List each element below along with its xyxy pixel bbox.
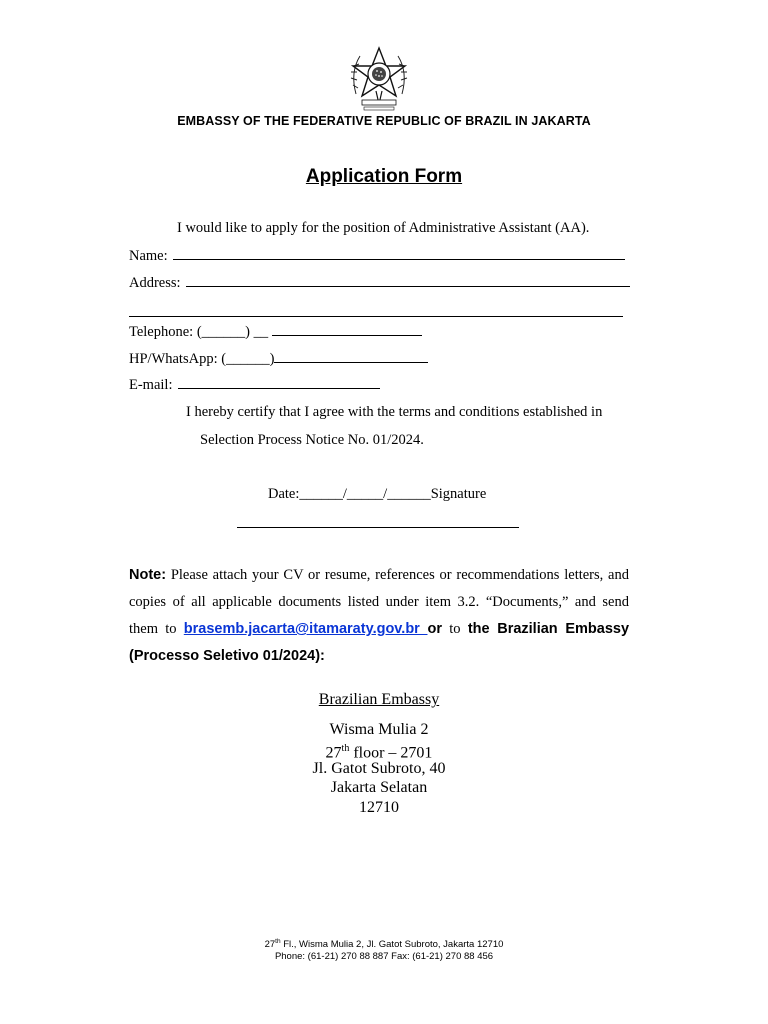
hp-input-line[interactable] (274, 350, 428, 363)
note-text: Please attach your CV or resume, references or recommendations letters, and copies of all applicable documents listed under item 3.2. “Documents,” and send them to (129, 567, 629, 637)
email-input-line[interactable] (178, 376, 380, 389)
address-input-line-2[interactable] (129, 316, 623, 317)
note-or: or (427, 621, 442, 637)
email-field[interactable] (129, 376, 380, 394)
coat-of-arms-of-brazil-icon (346, 42, 412, 112)
address-line-4: Jakarta Selatan (330, 779, 428, 796)
date-blanks[interactable]: ______/_____/______ (299, 486, 431, 502)
telephone-separator: __ (253, 324, 269, 340)
telephone-input-line[interactable] (272, 323, 422, 336)
telephone-label: Telephone: (129, 324, 194, 340)
telephone-field[interactable] (129, 323, 422, 341)
embassy-name-heading: EMBASSY OF THE FEDERATIVE REPUBLIC OF BRAZIL IN JAKARTA (177, 114, 591, 128)
address-line-3: Jl. Gatot Subroto, 40 (312, 760, 446, 777)
certify-line-2: Selection Process Notice No. 01/2024. (200, 432, 424, 448)
address-field[interactable] (129, 274, 630, 292)
date-signature-row[interactable] (268, 486, 486, 503)
note-to: to (442, 621, 468, 637)
signature-line[interactable] (237, 527, 519, 528)
note-label: Note: (129, 567, 167, 583)
hp-area-code: (______) (221, 351, 275, 367)
footer-address-text: Fl., Wisma Mulia 2, Jl. Gatot Subroto, Jakarta 12710 (280, 939, 504, 951)
footer-phone: Phone: (61-21) 270 88 887 Fax: (61-21) 270 88 456 (274, 951, 494, 962)
address-floor-suffix: th (341, 743, 350, 754)
form-title: Application Form (305, 166, 463, 187)
address-input-line[interactable] (186, 274, 630, 287)
footer-floor-number: 27 (264, 939, 276, 951)
email-link[interactable]: brasemb.jacarta@itamaraty.gov.br (183, 621, 428, 637)
certify-line-1: I hereby certify that I agree with the terms and conditions established in (186, 404, 603, 420)
address-line-1: Wisma Mulia 2 (329, 721, 429, 738)
address-label: Address: (129, 275, 181, 291)
name-label: Name: (129, 248, 168, 264)
date-label: Date: (268, 486, 300, 502)
name-field[interactable] (129, 247, 625, 265)
note-paragraph (129, 562, 629, 670)
name-input-line[interactable] (173, 247, 625, 260)
address-floor-text: floor – 2701 (349, 744, 433, 762)
address-line-5: 12710 (359, 799, 399, 816)
note-bold-tail: the Brazilian Embassy (Processo Seletivo 01/2024): (129, 621, 630, 664)
footer-floor-suffix: th (275, 938, 281, 945)
hp-label: HP/WhatsApp: (129, 351, 218, 367)
address-floor-number: 27 (325, 744, 342, 762)
signature-label: Signature (430, 486, 487, 502)
address-heading: Brazilian Embassy (318, 691, 440, 708)
hp-whatsapp-field[interactable] (129, 350, 428, 368)
intro-text: I would like to apply for the position of Administrative Assistant (AA). (177, 220, 590, 236)
email-label: E-mail: (129, 377, 173, 393)
telephone-area-code: (______) (196, 324, 251, 340)
